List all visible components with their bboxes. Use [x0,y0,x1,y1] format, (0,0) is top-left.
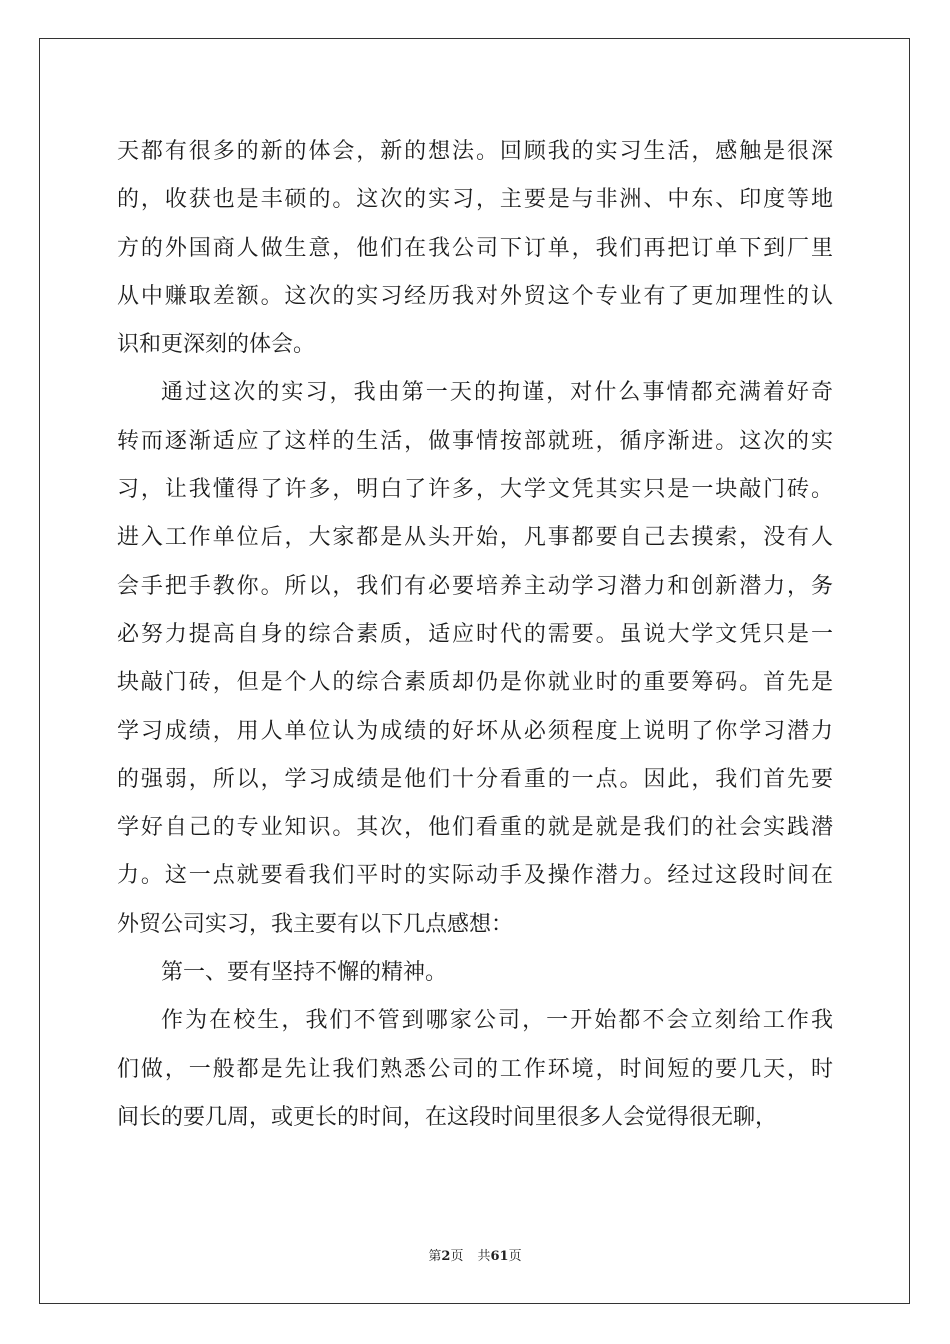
text-line: 必努力提高自身的综合素质，适应时代的需要。虽说大学文凭只是一 [117,621,833,647]
text-line: 识和更深刻的体会。 [117,332,316,358]
text-line: 通过这次的实习，我由第一天的拘谨，对什么事情都充满着好奇 [161,380,833,406]
text-line: 学好自己的专业知识。其次，他们看重的就是就是我们的社会实践潜 [117,815,833,841]
text-line: 学习成绩，用人单位认为成绩的好坏从必须程度上说明了你学习潜力 [117,718,833,744]
text-line: 转而逐渐适应了这样的生活，做事情按部就班，循序渐进。这次的实 [117,428,833,454]
text-line: 会手把手教你。所以，我们有必要培养主动学习潜力和创新潜力，务 [117,573,833,599]
text-line: 从中赚取差额。这次的实习经历我对外贸这个专业有了更加理性的认 [117,283,833,309]
footer-page-suffix: 页 [450,1249,464,1264]
text-line: 力。这一点就要看我们平时的实际动手及操作潜力。经过这段时间在 [117,863,833,889]
text-line: 块敲门砖，但是个人的综合素质却仍是你就业时的重要筹码。首先是 [117,670,833,696]
paragraph [117,369,833,949]
document-body [117,128,833,1142]
text-line: 方的外国商人做生意，他们在我公司下订单，我们再把订单下到厂里 [117,235,833,261]
footer-page-number: 2 [441,1249,451,1264]
footer-total-suffix: 页 [508,1249,522,1264]
text-line: 的强弱，所以，学习成绩是他们十分看重的一点。因此，我们首先要 [117,766,833,792]
text-line: 们做，一般都是先让我们熟悉公司的工作环境，时间短的要几天，时 [117,1056,833,1082]
paragraph [117,949,833,997]
paragraph [117,128,833,369]
footer-page-prefix: 第 [428,1249,442,1264]
text-line: 第一、要有坚持不懈的精神。 [161,960,448,986]
text-line: 习，让我懂得了许多，明白了许多，大学文凭其实只是一块敲门砖。 [117,477,833,503]
text-line: 天都有很多的新的体会，新的想法。回顾我的实习生活，感触是很深 [117,139,833,164]
text-line: 作为在校生，我们不管到哪家公司，一开始都不会立刻给工作我 [161,1008,833,1034]
footer-total-prefix: 共 [477,1249,491,1264]
text-line: 的，收获也是丰硕的。这次的实习，主要是与非洲、中东、印度等地 [117,187,833,213]
footer-total-pages: 61 [490,1249,509,1264]
paragraph [117,997,833,1142]
text-line: 间长的要几周，或更长的时间，在这段时间里很多人会觉得很无聊， [117,1104,778,1130]
text-line: 进入工作单位后，大家都是从头开始，凡事都要自己去摸索，没有人 [117,525,833,551]
page-footer [0,1245,950,1264]
text-line: 外贸公司实习，我主要有以下几点感想： [117,911,514,937]
